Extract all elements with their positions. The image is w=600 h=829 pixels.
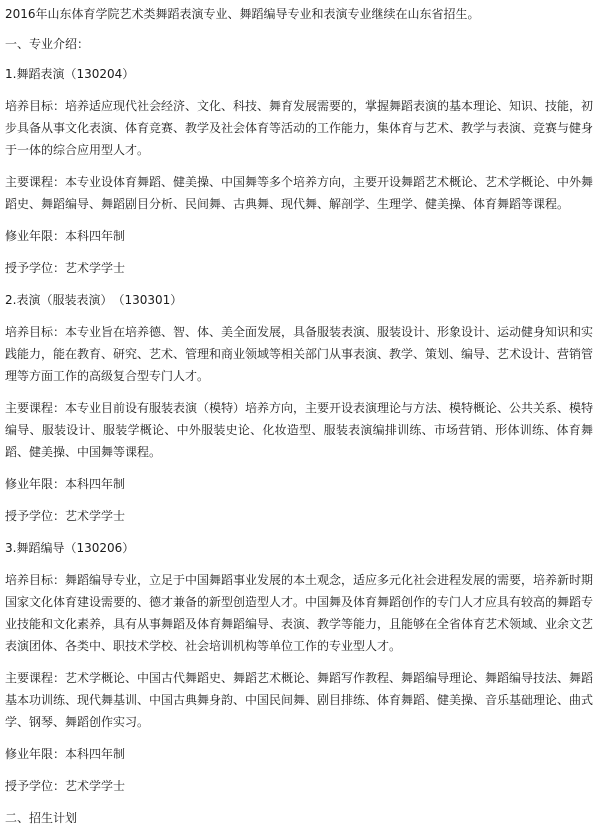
major-heading-fashion-performance: 2.表演（服装表演） （130301） [5,293,183,307]
major-goal-choreography: 培养目标：舞蹈编导专业，立足于中国舞蹈事业发展的本土观念，适应多元化社会进程发展的需要，培养新时期国家文化体育建设需要的、德才兼备的新型创造型人才。中国舞及体育舞蹈创作的专门人才应具有较高的舞蹈专业技能和文化素养，具有从事舞蹈及体育舞蹈编导、表演、教学等能力，且能够在全省体育艺术领域、业余文艺表演团体、各类中、职技术学校、社会培训机构等单位工作的专业型人才。 [5,573,594,653]
major-courses-fashion-performance: 主要课程：本专业目前设有服装表演（模特）培养方向，主要开设表演理论与方法、模特概论、公共关系、模特编导、服装设计、服装学概论、中外服装史论、化妆造型、服装表演编排训练、市场营销、形体训练、体育舞蹈、健美操、中国舞等课程。 [5,401,594,459]
major-degree-fashion-performance: 授予学位：艺术学学士 [5,509,126,523]
intro-text: 2016年山东体育学院艺术类舞蹈表演专业、舞蹈编导专业和表演专业继续在山东省招生。 [5,7,480,21]
major-courses-dance-performance: 主要课程：本专业设体育舞蹈、健美操、中国舞等多个培养方向，主要开设舞蹈艺术概论、艺术学概论、中外舞蹈史、舞蹈编导、舞蹈剧目分析、民间舞、古典舞、现代舞、解剖学、生理学、健美操、体育舞蹈等课程。 [5,175,594,211]
major-degree-dance-performance: 授予学位：艺术学学士 [5,261,126,275]
major-duration-choreography: 修业年限：本科四年制 [5,747,126,761]
major-heading-choreography: 3.舞蹈编导（130206） [5,541,135,555]
section-heading-majors: 一、专业介绍： [5,37,90,51]
section-heading-enrollment-plan: 二、招生计划 [5,811,78,825]
major-degree-choreography: 授予学位：艺术学学士 [5,779,126,793]
major-goal-dance-performance: 培养目标：培养适应现代社会经济、文化、科技、舞育发展需要的，掌握舞蹈表演的基本理论、知识、技能，初步具备从事文化表演、体育竞赛、教学及社会体育等活动的工作能力，集体育与艺术、教学与表演、竞赛与健身于一体的综合应用型人才。 [5,99,594,157]
major-heading-dance-performance: 1.舞蹈表演（130204） [5,67,135,81]
major-courses-choreography: 主要课程：艺术学概论、中国古代舞蹈史、舞蹈艺术概论、舞蹈写作教程、舞蹈编导理论、舞蹈编导技法、舞蹈基本功训练、现代舞基训、中国古典舞身韵、中国民间舞、剧目排练、体育舞蹈、健美操、音乐基础理论、曲式学、钢琴、舞蹈创作实习。 [5,671,594,729]
major-duration-dance-performance: 修业年限：本科四年制 [5,229,126,243]
major-goal-fashion-performance: 培养目标：本专业旨在培养德、智、体、美全面发展，具备服装表演、服装设计、形象设计、运动健身知识和实践能力，能在教育、研究、艺术、管理和商业领域等相关部门从事表演、教学、策划、编导、艺术设计、营销管理等方面工作的高级复合型专门人才。 [5,325,594,383]
major-duration-fashion-performance: 修业年限：本科四年制 [5,477,126,491]
article-body [5,3,593,829]
